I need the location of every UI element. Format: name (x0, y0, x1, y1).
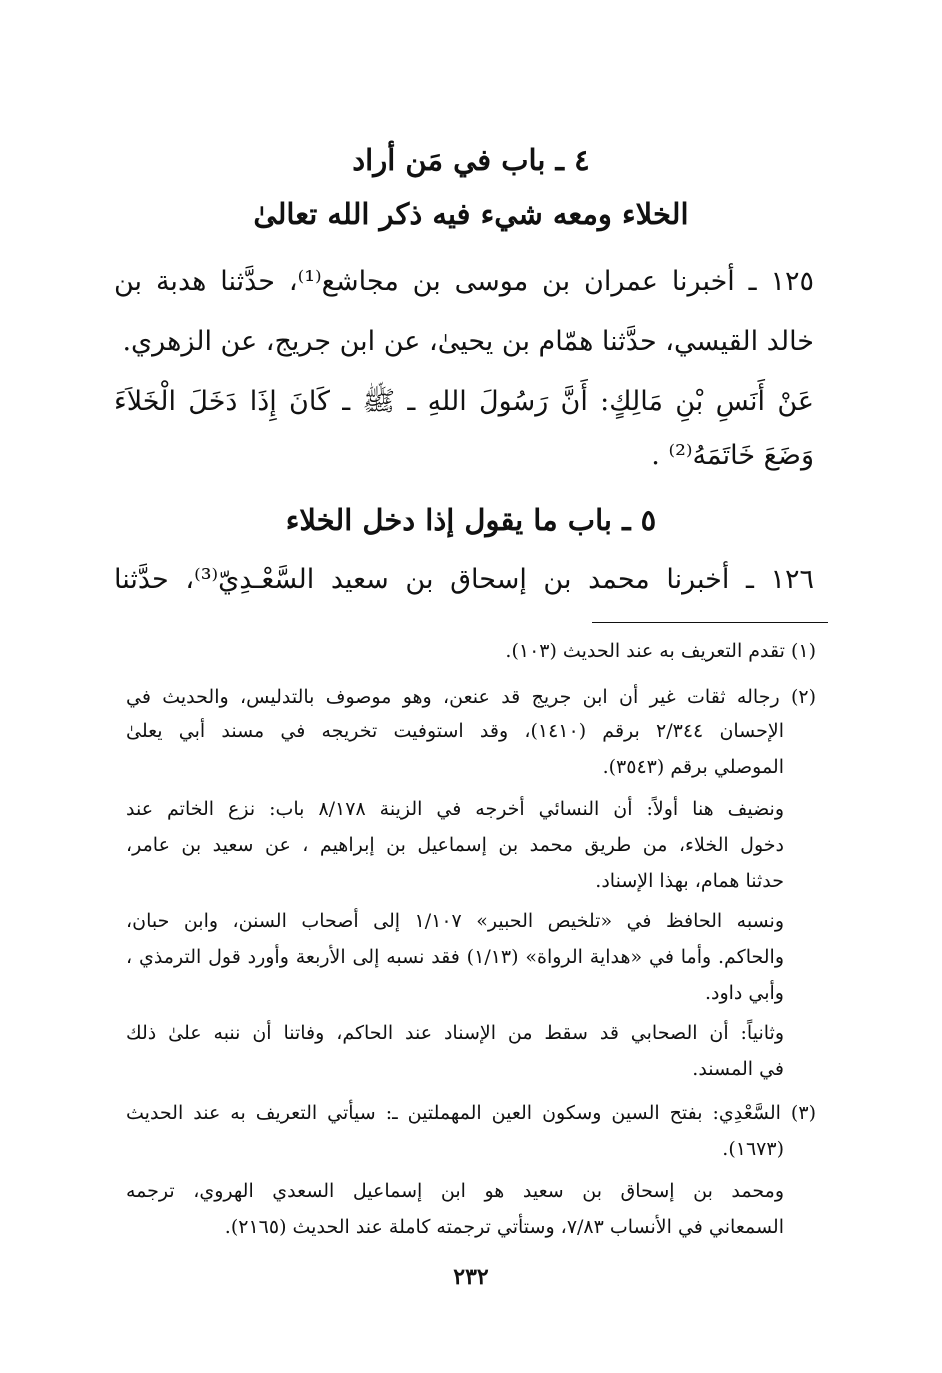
footnote-3-para-2-line-2: السمعاني في الأنساب ٧/٨٣، وستأتي ترجمته كاملة عند الحديث (٢١٦٥). (224, 1216, 784, 1238)
hadith-125-line-2: خالد القيسي، حدَّثنا همّام بن يحيىٰ، عن ابن جريج، عن الزهري. (122, 326, 814, 357)
hadith-125-matn-line-2: وَضَعَ خَاتَمَهُ⁽²⁾ . (651, 440, 814, 471)
page-number: ٢٣٢ (453, 1264, 489, 1290)
footnote-2-line-2: الإحسان ٢/٣٤٤ برقم (١٤١٠)، وقد استوفيت تخريجه في مسند أبي يعلىٰ (126, 720, 784, 742)
hadith-125-matn-line-1: عَنْ أَنَسِ بْنِ مَالِكٍ: أَنَّ رَسُولَ اللهِ ـ ﷺ ـ كَانَ إِذَا دَخَلَ الْخَلاَءَ (114, 386, 814, 417)
footnote-3-para-2-line-1: ومحمد بن إسحاق بن سعيد هو ابن إسماعيل السعدي الهروي، ترجمه (126, 1180, 784, 1202)
footnote-2-line-1: (٢) رجاله ثقات غير أن ابن جريج قد عنعن، وهو موصوف بالتدليس، والحديث في (126, 686, 816, 708)
footnote-2-para-3-line-1: ونسبه الحافظ في «تلخيص الحبير» ١/١٠٧ إلى أصحاب السنن، وابن حبان، (126, 910, 784, 932)
hadith-126-line-1: ١٢٦ ـ أخبرنا محمد بن إسحاق بن سعيد السَّعْـدِيّ⁽³⁾، حدَّثنا (114, 564, 814, 595)
footnote-2-para-2-line-3: حدثنا همام، بهذا الإسناد. (595, 870, 784, 892)
footnote-2-para-4-line-2: في المسند. (692, 1058, 784, 1080)
footnote-3-line-2: (١٦٧٣). (722, 1138, 784, 1160)
footnote-2-para-3-line-2: والحاكم. وأما في «هداية الرواة» (١/١٣) فقد نسبه إلى الأربعة وأورد قول الترمذي ، (126, 946, 785, 968)
chapter-heading-line-1: ٤ ـ باب في مَن أراد (352, 143, 590, 177)
footnote-2-para-4-line-1: وثانياً: أن الصحابي قد سقط من الإسناد عند الحاكم، وفاتنا أن ننبه علىٰ ذلك (126, 1022, 784, 1044)
footnote-2-para-2-line-2: دخول الخلاء، من طريق محمد بن إسماعيل بن إبراهيم ، عن سعيد بن عامر، (126, 834, 784, 856)
footnote-2-line-3: الموصلي برقم (٣٥٤٣). (602, 756, 784, 778)
chapter-heading-line-2: الخلاء ومعه شيء فيه ذكر الله تعالىٰ (253, 197, 689, 231)
footnote-2-para-2-line-1: ونضيف هنا أولاً: أن النسائي أخرجه في الزينة ٨/١٧٨ باب: نزع الخاتم عند (126, 798, 785, 820)
footnote-3-line-1: (٣) السَّعْدِي: بفتح السين وسكون العين المهملتين ـ: سيأتي التعريف به عند الحديث (126, 1102, 816, 1124)
footnote-1: (١) تقدم التعريف به عند الحديث (١٠٣). (505, 640, 816, 662)
chapter-heading-5: ٥ ـ باب ما يقول إذا دخل الخلاء (285, 503, 657, 537)
footnote-separator (592, 622, 828, 623)
footnote-2-para-3-line-3: وأبي داود. (704, 982, 784, 1004)
hadith-125-line-1: ١٢٥ ـ أخبرنا عمران بن موسى بن مجاشع⁽¹⁾، حدَّثنا هدبة بن (114, 266, 814, 297)
